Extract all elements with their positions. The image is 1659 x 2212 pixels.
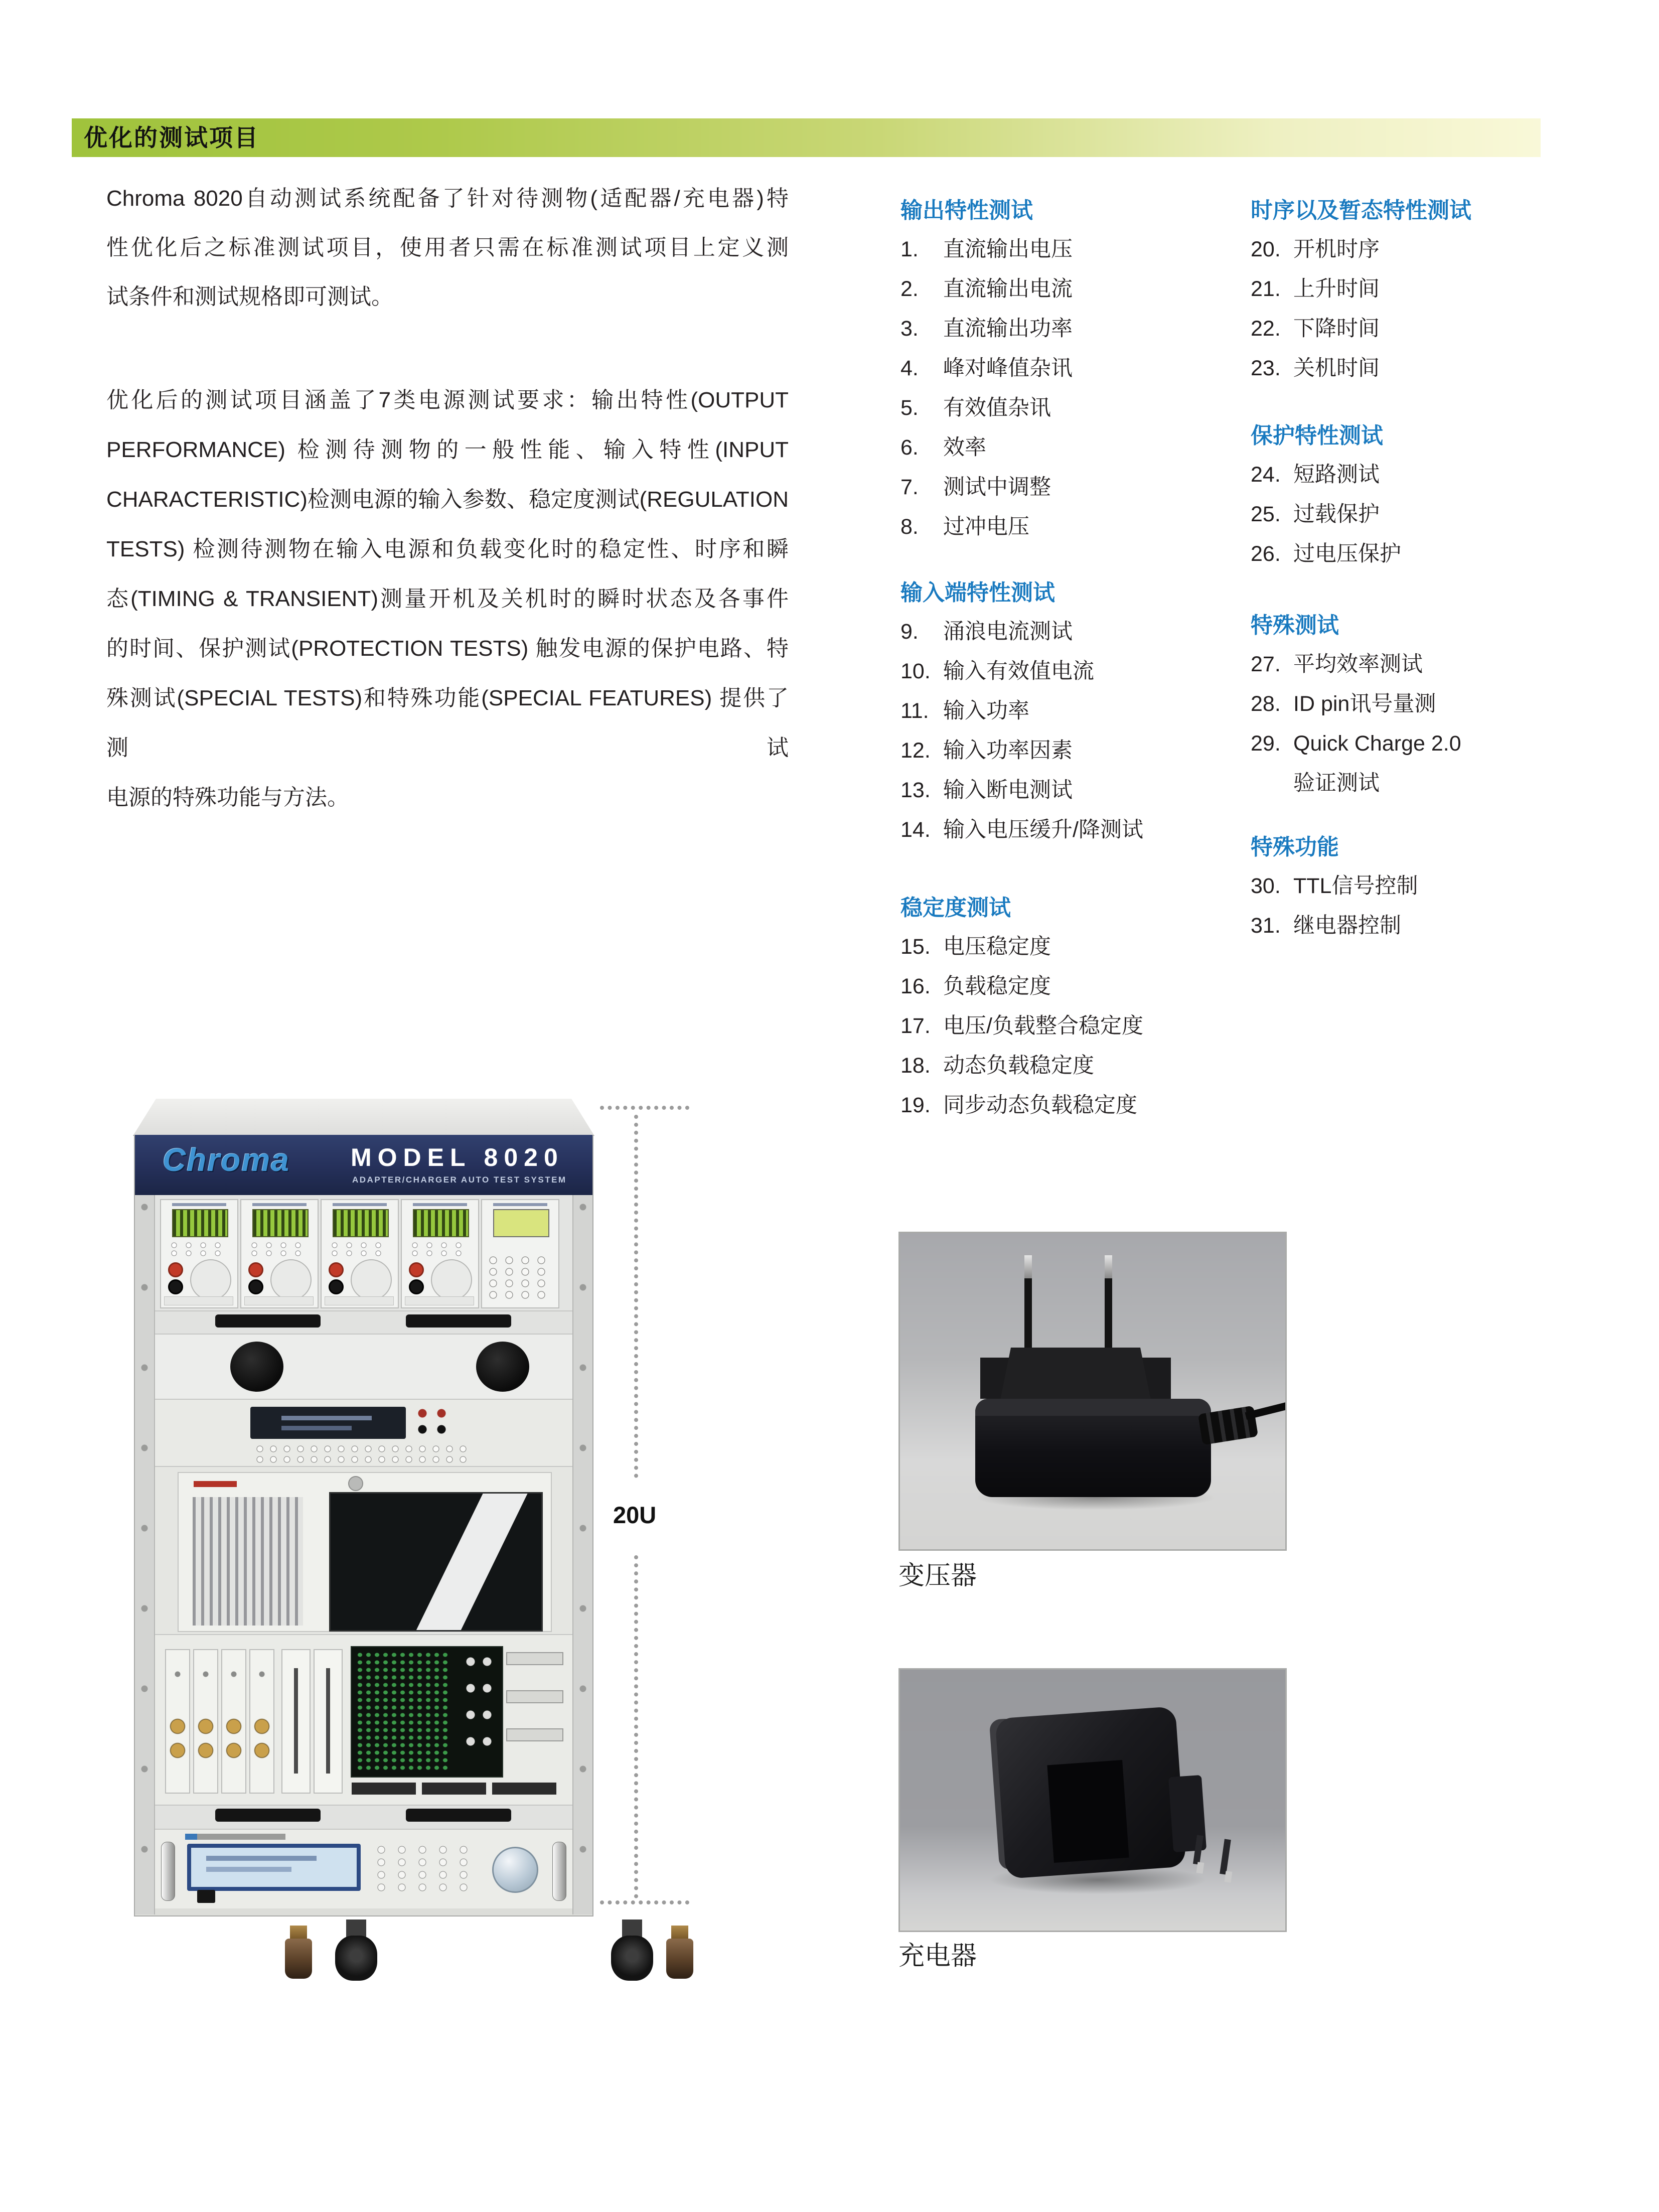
plug-pin — [1225, 1871, 1233, 1883]
item-number: 24. — [1251, 463, 1281, 487]
photo-caption: 充电器 — [898, 1942, 977, 1971]
computer-panel — [155, 1466, 572, 1635]
dmm-terminals-black — [417, 1424, 453, 1438]
item-text: 输入功率 — [943, 699, 1029, 723]
intro-paragraph-1 — [106, 174, 789, 322]
rack-rail-right — [572, 1195, 592, 1914]
item-number: 1. — [900, 237, 919, 261]
screw-knob — [348, 1476, 363, 1491]
paragraph-line: PERFORMANCE) 检测待测物的一般性能、输入特性(INPUT — [106, 437, 789, 462]
binding-post-red — [168, 1262, 183, 1277]
list-item — [900, 468, 1232, 507]
list-item — [900, 731, 1232, 771]
item-text: 输入功率因素 — [943, 739, 1073, 763]
controller-lcd — [493, 1209, 549, 1237]
datalogger-panel — [155, 1634, 572, 1806]
controller-module — [481, 1199, 559, 1308]
rack-body — [134, 1135, 593, 1916]
item-number: 20. — [1251, 237, 1281, 261]
dmm-panel — [155, 1399, 572, 1467]
ac-source-keypad — [376, 1846, 479, 1896]
item-text: 验证测试 — [1293, 771, 1380, 795]
load-module-row — [155, 1195, 572, 1310]
dmm-terminals-red — [417, 1408, 453, 1422]
section-input-tests — [900, 579, 1232, 850]
list-item — [900, 269, 1232, 309]
dimension-line-bottom — [600, 1900, 689, 1904]
list-item — [1251, 906, 1582, 946]
item-number: 26. — [1251, 542, 1281, 566]
section-regulation-tests — [900, 894, 1232, 1125]
paragraph-line: 态(TIMING & TRANSIENT)测量开机及关机时的瞬时状态及各事件 — [106, 586, 789, 611]
caster-wheel — [611, 1920, 653, 1981]
dmm-keypad — [255, 1445, 471, 1465]
dimension-line-vertical — [634, 1115, 638, 1478]
blank-panel — [155, 1805, 572, 1830]
list-item — [900, 1006, 1232, 1046]
item-text: TTL信号控制 — [1293, 874, 1418, 898]
item-text: 短路测试 — [1293, 463, 1380, 487]
item-text: 涌浪电流测试 — [943, 620, 1073, 644]
controller-keypad — [488, 1255, 552, 1301]
dimension-line-top — [600, 1106, 689, 1110]
rack-top-lid — [133, 1099, 594, 1136]
item-text: 上升时间 — [1293, 277, 1380, 301]
leveling-foot — [285, 1926, 312, 1982]
list-item — [900, 612, 1232, 652]
paragraph-line: 性优化后之标准测试项目，使用者只需在标准测试项目上定义测 — [106, 235, 789, 260]
item-number: 30. — [1251, 874, 1281, 898]
bnc-module — [221, 1649, 246, 1794]
rotary-knob — [492, 1847, 538, 1893]
list-item — [1251, 230, 1612, 269]
panel-handle — [406, 1809, 511, 1822]
item-text: 输入有效值电流 — [943, 659, 1094, 683]
list-item — [900, 771, 1232, 810]
computer-vents — [193, 1497, 303, 1626]
card-slot — [281, 1649, 311, 1794]
item-text: 输入断电测试 — [943, 778, 1073, 802]
paragraph-line: TESTS) 检测待测物在输入电源和负载变化时的稳定性、时序和瞬 — [106, 537, 789, 561]
vent-panel — [155, 1334, 572, 1400]
binding-post-black — [168, 1279, 183, 1294]
list-item — [1251, 534, 1582, 574]
item-number: 3. — [900, 317, 919, 341]
load-module — [401, 1199, 479, 1308]
load-module — [321, 1199, 399, 1308]
test-item-list — [900, 612, 1232, 850]
power-switch — [197, 1890, 215, 1903]
test-item-list — [1251, 645, 1582, 803]
binding-post-red — [329, 1262, 344, 1277]
module-lcd — [413, 1209, 469, 1237]
item-number: 23. — [1251, 356, 1281, 380]
load-module — [240, 1199, 319, 1308]
item-number: 12. — [900, 739, 931, 763]
paragraph-line: 优化后的测试项目涵盖了7类电源测试要求：输出特性(OUTPUT — [106, 388, 789, 412]
chrome-handle — [161, 1842, 175, 1901]
dimension-line-vertical — [634, 1555, 638, 1898]
panel-handle — [215, 1314, 321, 1328]
list-item — [900, 349, 1232, 388]
list-item — [1251, 684, 1582, 724]
item-number: 13. — [900, 778, 931, 802]
dmm-display — [250, 1407, 406, 1439]
item-text: 直流输出功率 — [943, 317, 1073, 341]
item-number: 18. — [900, 1054, 931, 1078]
chrome-handle — [552, 1842, 566, 1901]
module-lcd — [333, 1209, 389, 1237]
item-number: 17. — [900, 1014, 931, 1038]
test-system-rack-image — [133, 1099, 594, 1987]
item-text: Quick Charge 2.0 — [1293, 731, 1461, 756]
module-lcd — [252, 1209, 309, 1237]
list-item — [1251, 724, 1582, 764]
item-text: 峰对峰值杂讯 — [943, 356, 1073, 380]
item-text: 过载保护 — [1293, 502, 1380, 526]
list-item — [900, 691, 1232, 731]
datalogger-display — [351, 1646, 503, 1778]
list-item — [1251, 495, 1582, 534]
list-item — [900, 1086, 1232, 1125]
paragraph-line: CHARACTERISTIC)检测电源的输入参数、稳定度测试(REGULATION — [106, 487, 789, 512]
list-item — [900, 388, 1232, 428]
caster-wheel — [335, 1920, 377, 1981]
intro-paragraph-2 — [106, 375, 789, 822]
list-item — [1251, 349, 1612, 388]
list-item — [1251, 645, 1582, 684]
vent-circle — [230, 1342, 283, 1392]
item-text: 电压/负载整合稳定度 — [943, 1014, 1143, 1038]
paragraph-line: 的时间、保护测试(PROTECTION TESTS) 触发电源的保护电路、特 — [106, 636, 789, 661]
item-text: 同步动态负载稳定度 — [943, 1093, 1137, 1117]
binding-post-red — [248, 1262, 263, 1277]
item-text: 直流输出电压 — [943, 237, 1073, 261]
item-text: 关机时间 — [1293, 356, 1380, 380]
item-text: 效率 — [943, 435, 986, 460]
list-item — [900, 927, 1232, 967]
rack-header-band — [135, 1135, 592, 1195]
section-special-features — [1251, 833, 1582, 946]
load-module — [160, 1199, 238, 1308]
photo-caption: 变压器 — [898, 1561, 977, 1590]
rack-model-label: MODEL 8020 — [351, 1143, 564, 1171]
item-text: 直流输出电流 — [943, 277, 1073, 301]
item-text: 下降时间 — [1293, 317, 1380, 341]
item-number: 4. — [900, 356, 919, 380]
item-text: 输入电压缓升/降测试 — [943, 818, 1143, 842]
computer-logo — [194, 1481, 237, 1487]
section-protection-tests — [1251, 422, 1582, 574]
item-text: 开机时序 — [1293, 237, 1380, 261]
item-text: 继电器控制 — [1293, 914, 1401, 938]
ac-source-logo — [185, 1834, 285, 1840]
charger-photo — [898, 1668, 1287, 1932]
item-number: 10. — [900, 659, 931, 683]
list-item — [900, 967, 1232, 1006]
test-item-list — [1251, 866, 1582, 946]
list-item — [1251, 764, 1582, 803]
panel-handle — [215, 1809, 321, 1822]
rack-subtitle-label: ADAPTER/CHARGER AUTO TEST SYSTEM — [352, 1175, 567, 1185]
item-number: 15. — [900, 935, 931, 959]
section-special-tests — [1251, 612, 1582, 803]
item-text: 动态负载稳定度 — [943, 1054, 1094, 1078]
bnc-module — [165, 1649, 190, 1794]
section-title-bar — [72, 118, 1541, 157]
item-number: 2. — [900, 277, 919, 301]
plug-pin — [1105, 1278, 1112, 1350]
adapter-photo — [898, 1232, 1287, 1551]
list-item — [900, 810, 1232, 850]
list-item — [1251, 455, 1582, 495]
module-lcd — [172, 1209, 228, 1237]
item-number: 27. — [1251, 652, 1281, 676]
item-number: 8. — [900, 515, 919, 539]
adapter-body — [975, 1399, 1211, 1416]
plug-pin — [1024, 1255, 1032, 1278]
section-title: 保护特性测试 — [1251, 423, 1383, 448]
paragraph-line: Chroma 8020自动测试系统配备了针对待测物(适配器/充电器)特 — [106, 186, 789, 211]
plug-head — [1000, 1348, 1151, 1400]
binding-post-black — [409, 1279, 424, 1294]
ac-source-panel — [155, 1829, 572, 1908]
section-timing-transient-tests — [1251, 197, 1612, 388]
ac-source-display — [187, 1844, 361, 1891]
item-text: 电压稳定度 — [943, 935, 1051, 959]
item-number: 16. — [900, 974, 931, 998]
bnc-module — [193, 1649, 218, 1794]
panel-handle — [406, 1314, 511, 1328]
item-number: 7. — [900, 475, 919, 499]
dimension-label: 20U — [613, 1502, 657, 1528]
page-title: 优化的测试项目 — [84, 124, 259, 151]
test-item-list — [1251, 230, 1612, 388]
item-number: 28. — [1251, 692, 1281, 716]
item-text: 过电压保护 — [1293, 542, 1401, 566]
item-number: 11. — [900, 699, 929, 723]
item-number: 29. — [1251, 731, 1281, 756]
list-item — [900, 1046, 1232, 1086]
charger-recess — [1047, 1760, 1129, 1863]
item-text: 负载稳定度 — [943, 974, 1051, 998]
section-title: 特殊测试 — [1251, 613, 1339, 638]
binding-post-black — [248, 1279, 263, 1294]
leveling-foot — [666, 1926, 693, 1982]
section-title: 输入端特性测试 — [900, 580, 1055, 605]
section-title: 时序以及暂态特性测试 — [1251, 198, 1471, 223]
section-title: 输出特性测试 — [900, 198, 1033, 223]
item-text: 平均效率测试 — [1293, 652, 1423, 676]
list-item — [1251, 269, 1612, 309]
binding-post-red — [409, 1262, 424, 1277]
paragraph-line: 电源的特殊功能与方法。 — [106, 785, 349, 810]
item-number: 31. — [1251, 914, 1281, 938]
item-text: ID pin讯号量测 — [1293, 692, 1436, 716]
list-item — [900, 652, 1232, 691]
item-text: 测试中调整 — [943, 475, 1051, 499]
item-number: 14. — [900, 818, 931, 842]
item-number: 5. — [900, 396, 919, 420]
item-text: 有效值杂讯 — [943, 396, 1051, 420]
test-item-list — [900, 927, 1232, 1125]
item-number — [1251, 764, 1293, 803]
plug-pin — [1220, 1839, 1231, 1874]
list-item — [1251, 866, 1582, 906]
computer-screen — [329, 1492, 543, 1632]
list-item — [900, 230, 1232, 269]
chroma-logo: Chroma — [163, 1142, 290, 1178]
card-slot — [314, 1649, 343, 1794]
item-number: 22. — [1251, 317, 1281, 341]
item-number: 19. — [900, 1093, 931, 1117]
rack-rail-left — [135, 1195, 155, 1914]
item-number: 25. — [1251, 502, 1281, 526]
item-number: 9. — [900, 620, 919, 644]
plug-pin — [1105, 1255, 1112, 1278]
list-item — [900, 428, 1232, 468]
paragraph-line: 殊测试(SPECIAL TESTS)和特殊功能(SPECIAL FEATURES) 提供了测试 — [106, 686, 789, 760]
paragraph-line: 试条件和测试规格即可测试。 — [106, 284, 393, 309]
cable — [1245, 1401, 1287, 1420]
test-item-list — [900, 230, 1232, 547]
test-item-list — [1251, 455, 1582, 574]
section-title: 特殊功能 — [1251, 835, 1339, 859]
item-number: 21. — [1251, 277, 1281, 301]
binding-post-black — [329, 1279, 344, 1294]
blank-panel — [155, 1310, 572, 1335]
item-number: 6. — [900, 435, 919, 460]
section-output-tests — [900, 197, 1232, 547]
list-item — [900, 309, 1232, 349]
list-item — [1251, 309, 1612, 349]
vent-circle — [476, 1342, 529, 1392]
bnc-module — [249, 1649, 274, 1794]
section-title: 稳定度测试 — [900, 896, 1011, 920]
list-item — [900, 507, 1232, 547]
item-text: 过冲电压 — [943, 515, 1029, 539]
plug-pin — [1024, 1278, 1032, 1350]
